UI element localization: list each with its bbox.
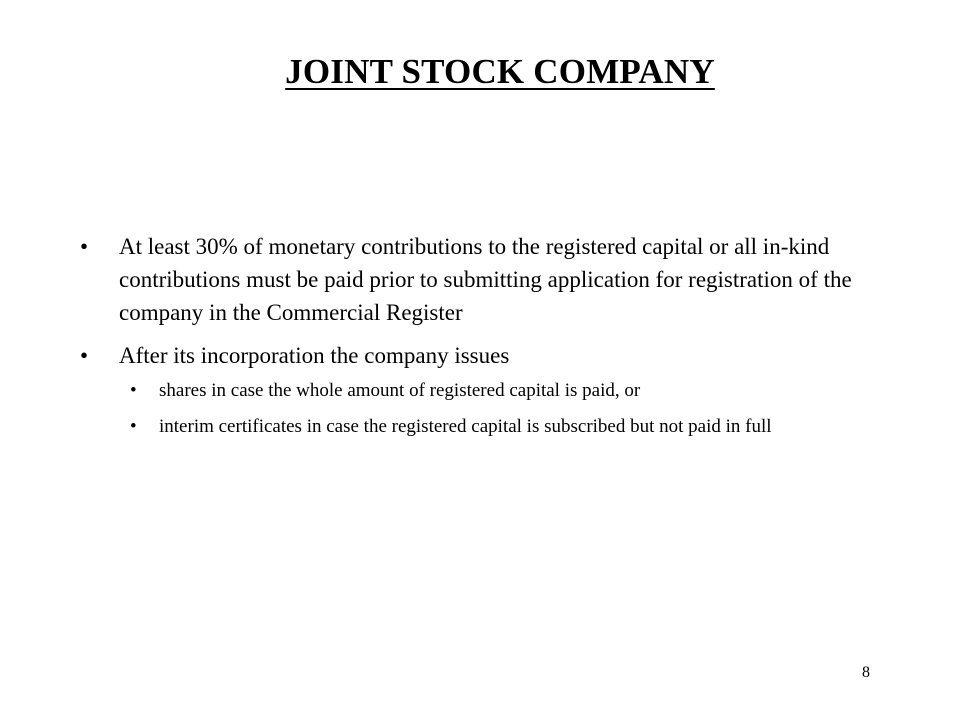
bullet-icon: •	[130, 416, 137, 437]
bullet-icon: •	[130, 380, 137, 401]
bullet-item	[80, 339, 880, 440]
slide-body	[80, 230, 880, 450]
bullet-icon: •	[80, 234, 89, 259]
sub-bullet-text: shares in case the whole amount of registered capital is paid, or	[159, 380, 641, 401]
sub-bullet-item	[80, 414, 880, 440]
page-number: 8	[862, 664, 870, 681]
bullet-text: After its incorporation the company issues	[119, 343, 510, 368]
sub-bullet-item	[80, 378, 880, 404]
sub-bullet-text: interim certificates in case the registered capital is subscribed but not paid in full	[159, 416, 772, 437]
sub-bullet-list	[80, 378, 880, 440]
slide-title: JOINT STOCK COMPANY	[285, 52, 715, 91]
bullet-icon: •	[80, 343, 89, 368]
bullet-list	[80, 230, 880, 440]
bullet-text: At least 30% of monetary contributions to the registered capital or all in-kind contributions must be paid prior to submitting application for registration of the company in the Commercial Register	[119, 234, 852, 325]
bullet-item	[80, 230, 880, 329]
